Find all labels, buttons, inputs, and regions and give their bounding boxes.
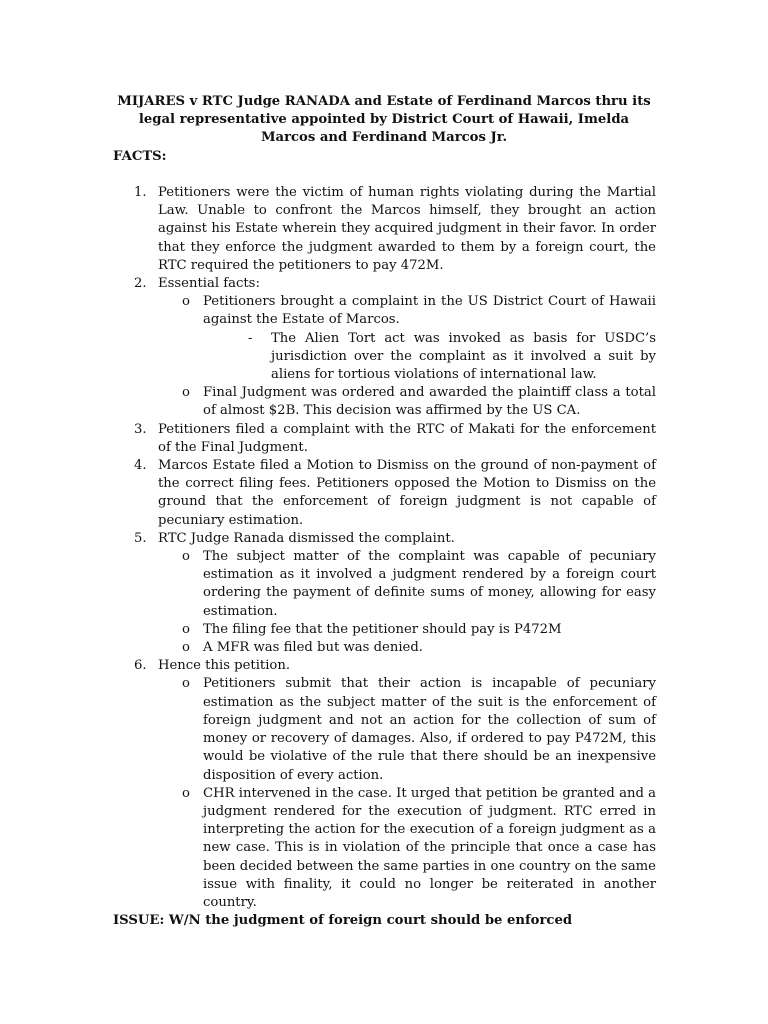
sub-list xyxy=(158,548,656,657)
sub-sub-item-text: The Alien Tort act was invoked as basis for USDC’s jurisdiction over the complaint as it involved a suit by aliens for tortious violations of international law. xyxy=(271,330,656,383)
sub-item-text: Final Judgment was ordered and awarded the plaintiff class a total of almost $2B. This decision was affirmed by the US CA. xyxy=(203,385,656,419)
bullet-marker: o xyxy=(182,294,190,310)
sub-item-text: A MFR was filed but was denied. xyxy=(203,640,423,656)
bullet-marker: o xyxy=(182,385,190,401)
sub-item-text: Petitioners submit that their action is incapable of pecuniary estimation as the subject matter of the suit is the enforcement of foreign judgment and not an action for the collection of sum of money or recovery of damages. Also, if ordered to pay P472M, this would be violative of the rule that there should be an inexpensive disposition of every action. xyxy=(203,676,656,783)
item-number: 5. xyxy=(134,530,147,546)
sub-list-item xyxy=(182,621,656,639)
list-item xyxy=(134,184,656,275)
item-number: 6. xyxy=(134,658,147,674)
sub-list-item xyxy=(182,548,656,621)
item-text: Marcos Estate filed a Motion to Dismiss on the ground of non-payment of the correct filing fees. Petitioners opposed the Motion to Dismiss on the ground that the enforcement of foreign judgment is not capable of pecuniary estimation. xyxy=(158,458,656,528)
item-number: 2. xyxy=(134,276,147,292)
sub-item-text: The subject matter of the complaint was capable of pecuniary estimation as it involved a judgment rendered by a foreign court ordering the payment of definite sums of money, allowing for easy estimation. xyxy=(203,549,656,619)
sub-list-item xyxy=(182,293,656,384)
bullet-marker: o xyxy=(182,640,190,656)
item-text: Petitioners filed a complaint with the RTC of Makati for the enforcement of the Final Judgment. xyxy=(158,421,656,455)
sub-list-item xyxy=(182,639,656,657)
item-text: Hence this petition. xyxy=(158,658,291,674)
item-text: RTC Judge Ranada dismissed the complaint. xyxy=(158,530,455,546)
sub-sub-list xyxy=(203,330,656,385)
sub-sub-list-item xyxy=(248,330,656,385)
bullet-marker: o xyxy=(182,785,190,801)
list-item xyxy=(134,457,656,530)
bullet-marker: o xyxy=(182,676,190,692)
sub-list xyxy=(158,293,656,420)
facts-heading: FACTS: xyxy=(113,149,167,164)
sub-list xyxy=(158,675,656,912)
facts-list xyxy=(134,184,656,912)
item-number: 1. xyxy=(134,185,147,200)
item-number: 3. xyxy=(134,421,147,437)
item-text: Petitioners were the victim of human rights violating during the Martial Law. Unable to confront the Marcos himself, they brought an action against his Estate wherein they acquired judgment in their favor. In order that they enforce the judgment awarded to them by a foreign court, the RTC required the petitioners to pay 472M. xyxy=(158,185,656,273)
sub-item-text: Petitioners brought a complaint in the US District Court of Hawaii against the Estate of Marcos. xyxy=(203,294,656,328)
list-item xyxy=(134,275,656,421)
item-number: 4. xyxy=(134,458,147,474)
bullet-marker: o xyxy=(182,549,190,565)
sub-list-item xyxy=(182,785,656,912)
list-item xyxy=(134,530,656,657)
bullet-marker: o xyxy=(182,621,190,637)
list-item xyxy=(134,657,656,912)
dash-marker: - xyxy=(248,330,253,346)
sub-item-text: The filing fee that the petitioner should pay is P472M xyxy=(203,621,562,637)
sub-item-text: CHR intervened in the case. It urged that petition be granted and a judgment rendered for the execution of judgment. RTC erred in interpreting the action for the execution of a foreign judgment as a new case. This is in violation of the principle that once a case has been decided between the same parties in one country on the same issue with finality, it could no longer be reiterated in another country. xyxy=(203,785,656,910)
item-text: Essential facts: xyxy=(158,276,260,292)
issue-heading: ISSUE: W/N the judgment of foreign court should be enforced xyxy=(113,913,573,928)
sub-list-item xyxy=(182,384,656,420)
list-item xyxy=(134,421,656,457)
case-title: MIJARES v RTC Judge RANADA and Estate of Ferdinand Marcos thru its legal representative appointed by District Court of Hawaii, Imelda Marcos and Ferdinand Marcos Jr. xyxy=(117,94,651,146)
sub-list-item xyxy=(182,675,656,784)
